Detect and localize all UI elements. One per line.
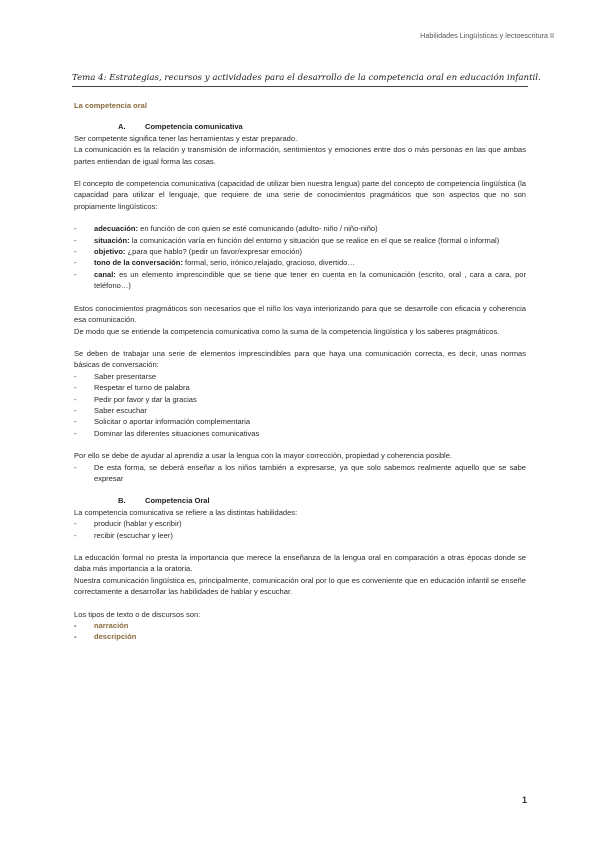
paragraph: La comunicación es la relación y transmisión de información, sentimientos y emociones entre dos o más personas en las que ambas partes entiendan de igual forma las cosas.	[74, 145, 526, 166]
subheading-text: Competencia comunicativa	[145, 122, 243, 132]
list-item: - De esta forma, se deberá enseñar a los niños también a expresarse, ya que solo sabemos realmente aquello que se sabe expresar	[74, 462, 526, 483]
list-item: - descripción	[74, 632, 137, 642]
pragmatic-list	[74, 223, 526, 291]
list-item: - Saber presentarse	[74, 371, 157, 381]
subheading-letter: A.	[118, 122, 126, 132]
paragraph: La educación formal no presta la importancia que merece la enseñanza de la lengua oral en comparación a otras épocas donde se daba más importancia a la oratoria.	[74, 553, 526, 574]
paragraph: Por ello se debe de ayudar al aprendiz a usar la lengua con la mayor corrección, propiedad y coherencia posible.	[74, 451, 452, 461]
list-item: - adecuación: en función de con quien se esté comunicando (adulto- niño / niño-niño)	[74, 224, 378, 234]
paragraph: De modo que se entiende la competencia comunicativa como la suma de la competencia lingüística y los saberes pragmáticos.	[74, 326, 500, 336]
skills-list	[74, 518, 526, 541]
list-item: - Pedir por favor y dar la gracias	[74, 394, 197, 404]
list-item: - Dominar las diferentes situaciones comunicativas	[74, 428, 260, 438]
subheading-a	[118, 121, 526, 132]
list-item: - narración	[74, 621, 129, 631]
paragraph: Estos conocimientos pragmáticos son necesarios que el niño los vaya interiorizando para que se desarrolle con eficacia y coherencia esa comunicación.	[74, 303, 526, 325]
running-header: Habilidades Lingüísticas y lectoescritura II	[420, 31, 554, 40]
page-number: 1	[521, 795, 527, 805]
list-item: - objetivo: ¿para que hablo? (pedir un favor/expresar emoción)	[74, 247, 303, 257]
paragraph: Nuestra comunicación lingüística es, principalmente, comunicación oral por lo que es conveniente que en educación infantil se enseñe correctamente a desarrollar las habilidades de hablar y escuchar.	[74, 575, 526, 597]
paragraph: La competencia comunicativa se refiere a las distintas habilidades:	[74, 507, 298, 517]
paragraph: Se deben de trabajar una serie de elementos imprescindibles para que haya una comunicación correcta, es decir, unas normas básicas de conversación:	[74, 348, 526, 370]
list-item: - recibir (escuchar y leer)	[74, 530, 173, 540]
document-body	[74, 100, 526, 643]
subheading-b	[118, 495, 526, 506]
paragraph: Ser competente significa tener las herramientas y estar preparado.	[74, 133, 298, 143]
subheading-text: Competencia Oral	[145, 496, 210, 506]
discourse-types-list	[74, 620, 526, 643]
page-title: Tema 4: Estrategias, recursos y actividades para el desarrollo de la competencia oral en educación infantil.	[72, 73, 528, 87]
paragraph: El concepto de competencia comunicativa (capacidad de utilizar bien nuestra lengua) parte del concepto de competencia lingüística (la capacidad para utilizar el lenguaje, que requiere de una serie de conocimientos pragmáticos que son aspectos que no son propiamente lingüísticos:	[74, 179, 526, 211]
list-item: - canal: es un elemento imprescindible que se tiene que tener en cuenta en la comunicación (escrito, oral , cara a cara, por teléfono…)	[74, 269, 526, 291]
norms-list	[74, 371, 526, 439]
section-label: La competencia oral	[74, 101, 147, 110]
subheading-letter: B.	[118, 496, 126, 506]
list-item: - tono de la conversación: formal, serio, irónico,relajado, gracioso, divertido…	[74, 258, 355, 268]
paragraph: Los tipos de texto o de discursos son:	[74, 609, 201, 619]
list-item: - situación: la comunicación varía en función del entorno y situación que se realice en el que se realice (formal o informal)	[74, 235, 500, 245]
conclusion-list	[74, 462, 526, 485]
list-item: - Solicitar o aportar información complementaria	[74, 417, 251, 427]
list-item: - producir (hablar y escribir)	[74, 519, 182, 529]
list-item: - Respetar el turno de palabra	[74, 383, 190, 393]
list-item: - Saber escuchar	[74, 405, 147, 415]
